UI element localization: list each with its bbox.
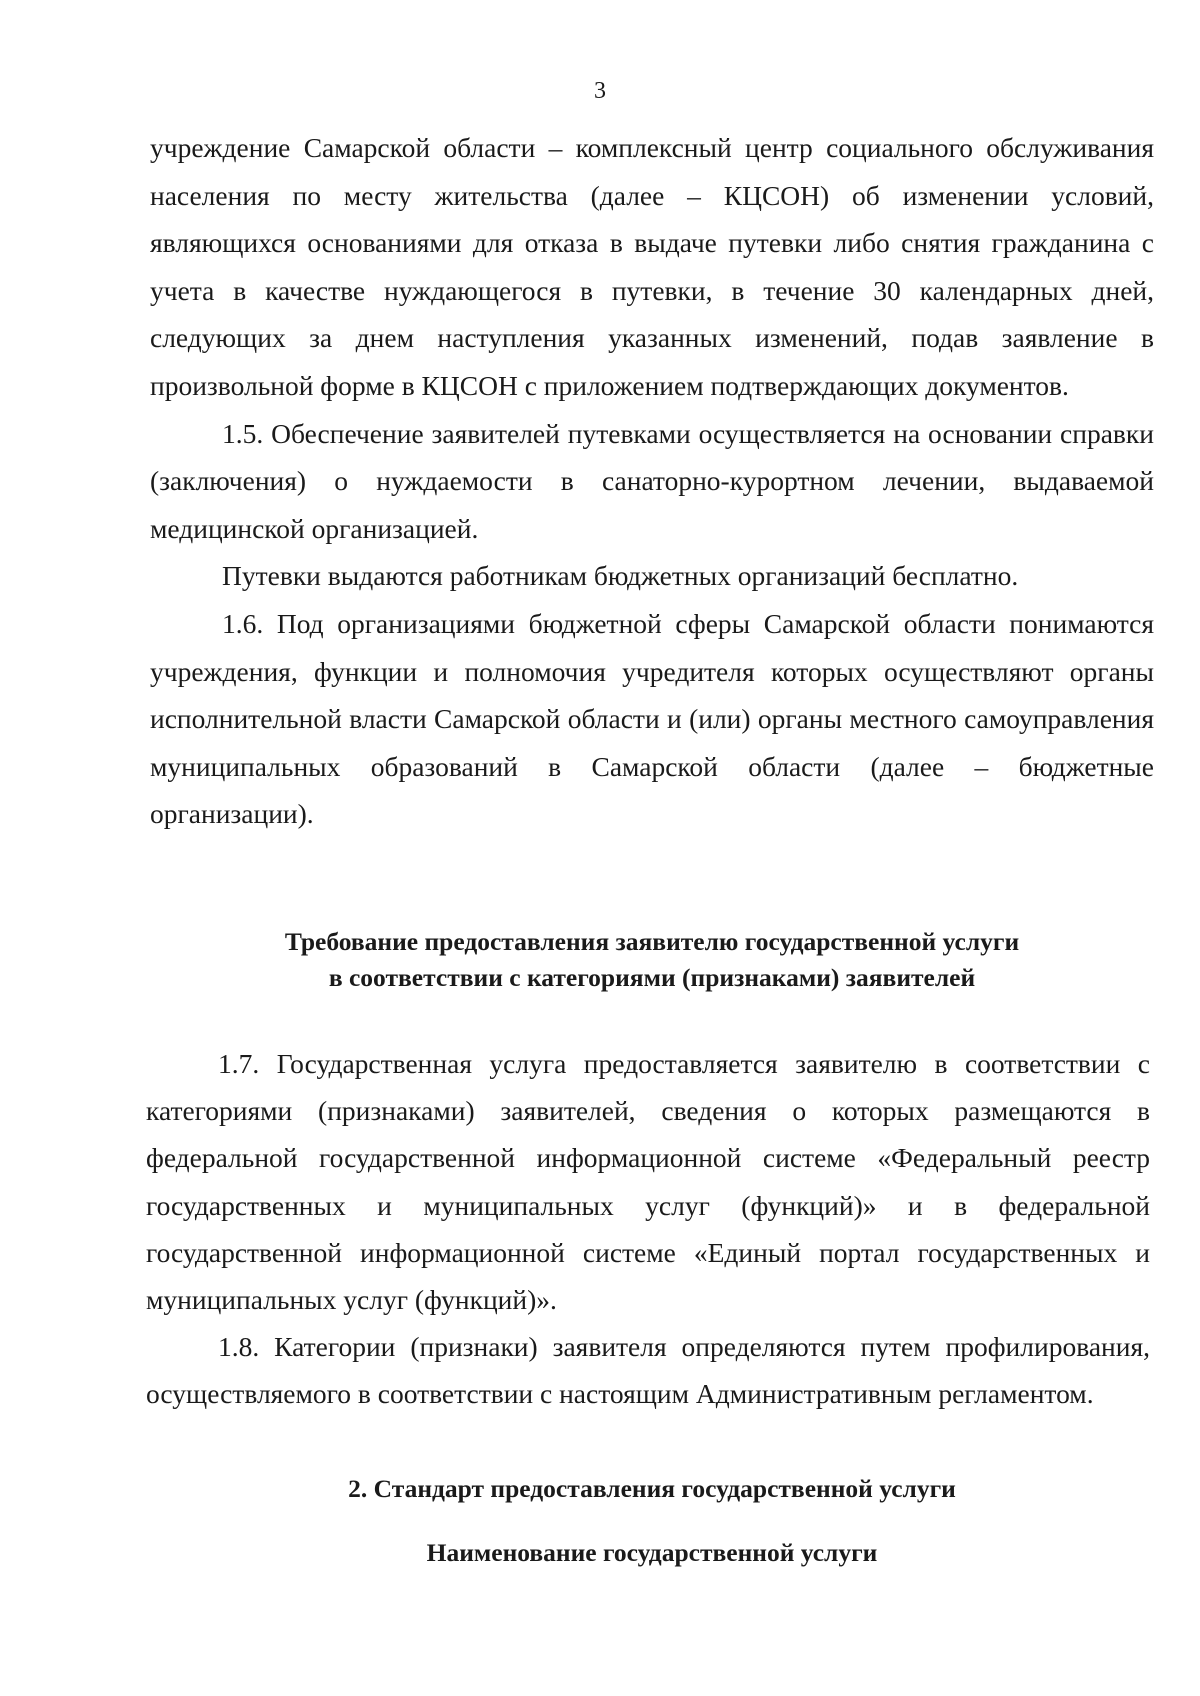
paragraph-1-6: 1.6. Под организациями бюджетной сферы Самарской области понимаются учреждения, функции и полномочия учредителя которых осуществляют органы исполнительной власти Самарской области и (или) органы местного самоуправления муниципальных образований в Самарской области (далее – бюджетные организации).: [150, 607, 1154, 830]
paragraph-kcson-notification: учреждение Самарской области – комплексный центр социального обслуживания населения по месту жительства (далее – КЦСОН) об изменении условий, являющихся основаниями для отказа в выдаче путевки либо снятия гражданина с учета в качестве нуждающегося в путевки, в течение 30 календарных дней, следующих за днем наступления указанных изменений, подав заявление в произвольной форме в КЦСОН с приложением подтверждающих документов.: [150, 132, 1154, 401]
paragraph-free-vouchers: Путевки выдаются работникам бюджетных организаций бесплатно.: [222, 560, 1019, 592]
page-number: 3: [594, 78, 606, 104]
paragraph-1-7: 1.7. Государственная услуга предоставляется заявителю в соответствии с категориями (признаками) заявителей, сведения о которых размещаются в федеральной государственной информационной системе «Федеральный реестр государственных и муниципальных услуг (функций)» и в федеральной государственной информационной системе «Единый портал государственных и муниципальных услуг (функций)».: [146, 1048, 1150, 1316]
heading-requirement-line-2: в соответствии с категориями (признаками) заявителей: [328, 963, 976, 992]
heading-requirement-line-1: Требование предоставления заявителю государственной услуги: [284, 927, 1020, 956]
heading-section-2: 2. Стандарт предоставления государственной услуги: [348, 1474, 956, 1503]
heading-service-name: Наименование государственной услуги: [426, 1538, 878, 1567]
text-block-section-2: [146, 1040, 1150, 1418]
paragraph-1-8: 1.8. Категории (признаки) заявителя определяются путем профилирования, осуществляемого в соответствии с настоящим Административным регламентом.: [146, 1331, 1150, 1410]
text-block-section-1: [150, 124, 1154, 838]
heading-requirement: [150, 924, 1154, 996]
paragraph-1-5: 1.5. Обеспечение заявителей путевками осуществляется на основании справки (заключения) о нуждаемости в санаторно-курортном лечении, выдаваемой медицинской организацией.: [150, 417, 1154, 544]
